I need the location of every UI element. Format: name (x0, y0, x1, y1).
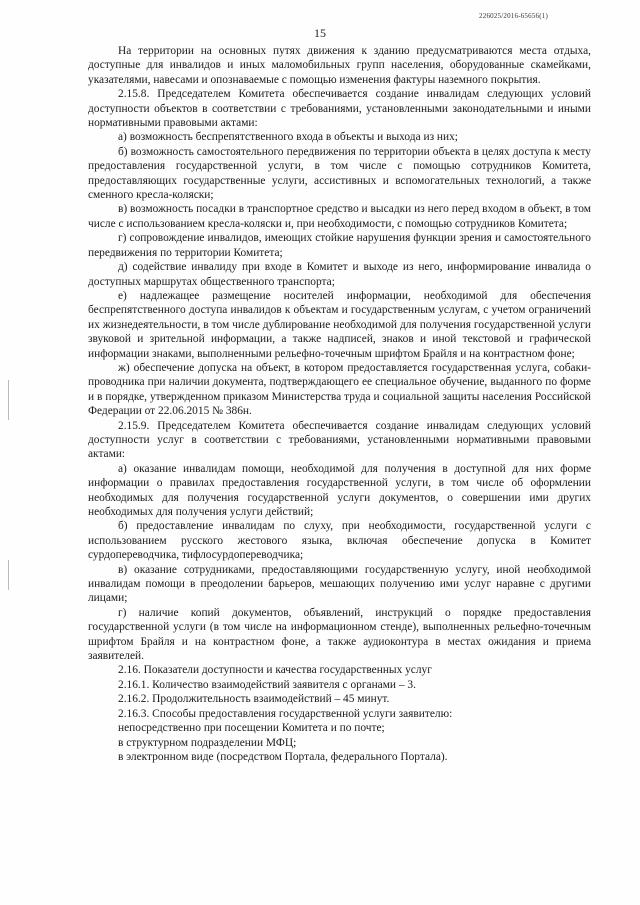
list-item: в структурном подразделении МФЦ; (118, 736, 297, 749)
paragraph: в) оказание сотрудниками, предоставляющими государственную услугу, иной необходимой инвалидам помощи в преодолении барьеров, мешающих получению ими услуг наравне с другими лицами; (88, 563, 591, 605)
paragraph: д) содействие инвалиду при входе в Комитет и выходе из него, информирование инвалида о доступных маршрутах общественного транспорта; (88, 261, 591, 288)
paragraph: б) предоставление инвалидам по слуху, при необходимости, государственной услуги с использованием русского жестового языка, включая обеспечение допуска в Комитет сурдопереводчика, тифлосурдопереводчика; (88, 520, 591, 562)
scan-artifact (8, 380, 9, 420)
document-body (88, 44, 591, 764)
paragraph: б) возможность самостоятельного передвижения по территории объекта в целях доступа к месту предоставления государственной услуги, в том числе с помощью сотрудников Комитета, предоставляющих государственные услуги, ассистивных и вспомогательных технологий, а также сменного кресла-коляски; (88, 145, 591, 202)
paragraph: а) оказание инвалидам помощи, необходимой для получения в доступной для них форме информации о правилах предоставления государственной услуги, в том числе об оформлении необходимых для получения государственной услуги документов, о совершении ими других необходимых для получения услуги действий; (88, 462, 591, 518)
paragraph: 2.16.2. Продолжительность взаимодействий – 45 минут. (118, 693, 390, 706)
scan-artifact (8, 560, 9, 590)
paragraph: г) сопровождение инвалидов, имеющих стойкие нарушения функции зрения и самостоятельного передвижения по территории Комитета; (88, 232, 591, 259)
section-heading: 2.16. Показатели доступности и качества государственных услуг (118, 664, 432, 677)
list-item: непосредственно при посещении Комитета и по почте; (118, 722, 385, 735)
paragraph: ж) обеспечение допуска на объект, в котором предоставляется государственная услуга, собаки-проводника при наличии документа, подтверждающего ее специальное обучение, выданного по форме и в порядке, утвержденном приказом Министерства труда и социальной защиты населения Российской Федерации от 22.06.2015 № 386н. (88, 361, 591, 418)
paragraph: 2.16.1. Количество взаимодействий заявителя с органами – 3. (118, 678, 416, 691)
page-number: 15 (314, 26, 326, 40)
paragraph: 2.15.8. Председателем Комитета обеспечивается создание инвалидам следующих условий доступности объектов в соответствии с требованиями, установленными законодательными и иными нормативными правовыми актами: (88, 88, 591, 130)
paragraph: е) надлежащее размещение носителей информации, необходимой для обеспечения беспрепятственного доступа инвалидов к объектам и государственным услугам, с учетом ограничений их жизнедеятельности, в том числе дублирование необходимой для получения государственной услуги звуковой и зрительной информации, а также надписей, знаков и иной текстовой и графической информации знаками, выполненными рельефно-точечным шрифтом Брайля и на контрастном фоне; (88, 289, 591, 360)
paragraph: На территории на основных путях движения к зданию предусматриваются места отдыха, доступные для инвалидов и иных маломобильных групп населения, оборудованные скамейками, указателями, навесами и опознаваемые с помощью изменения фактуры наземного покрытия. (88, 45, 591, 86)
paragraph: г) наличие копий документов, объявлений, инструкций о порядке предоставления государственной услуги (в том числе на информационном стенде), выполненных рельефно-точечным шрифтом Брайля и на контрастном фоне, а также аудиоконтура в местах ожидания и приема заявителей. (88, 606, 591, 663)
paragraph: а) возможность беспрепятственного входа в объекты и выхода из них; (118, 131, 458, 144)
document-id: 226025/2016-65656(1) (479, 12, 548, 20)
list-item: в электронном виде (посредством Портала, федерального Портала). (118, 750, 448, 763)
paragraph: 2.15.9. Председателем Комитета обеспечивается создание инвалидам следующих условий доступности услуг в соответствии с требованиями, установленными нормативными правовыми актами: (88, 419, 591, 461)
paragraph: 2.16.3. Способы предоставления государственной услуги заявителю: (118, 707, 453, 720)
paragraph: в) возможность посадки в транспортное средство и высадки из него перед входом в объект, в том числе с использованием кресла-коляски и, при необходимости, с помощью сотрудников Комитета; (88, 203, 591, 230)
